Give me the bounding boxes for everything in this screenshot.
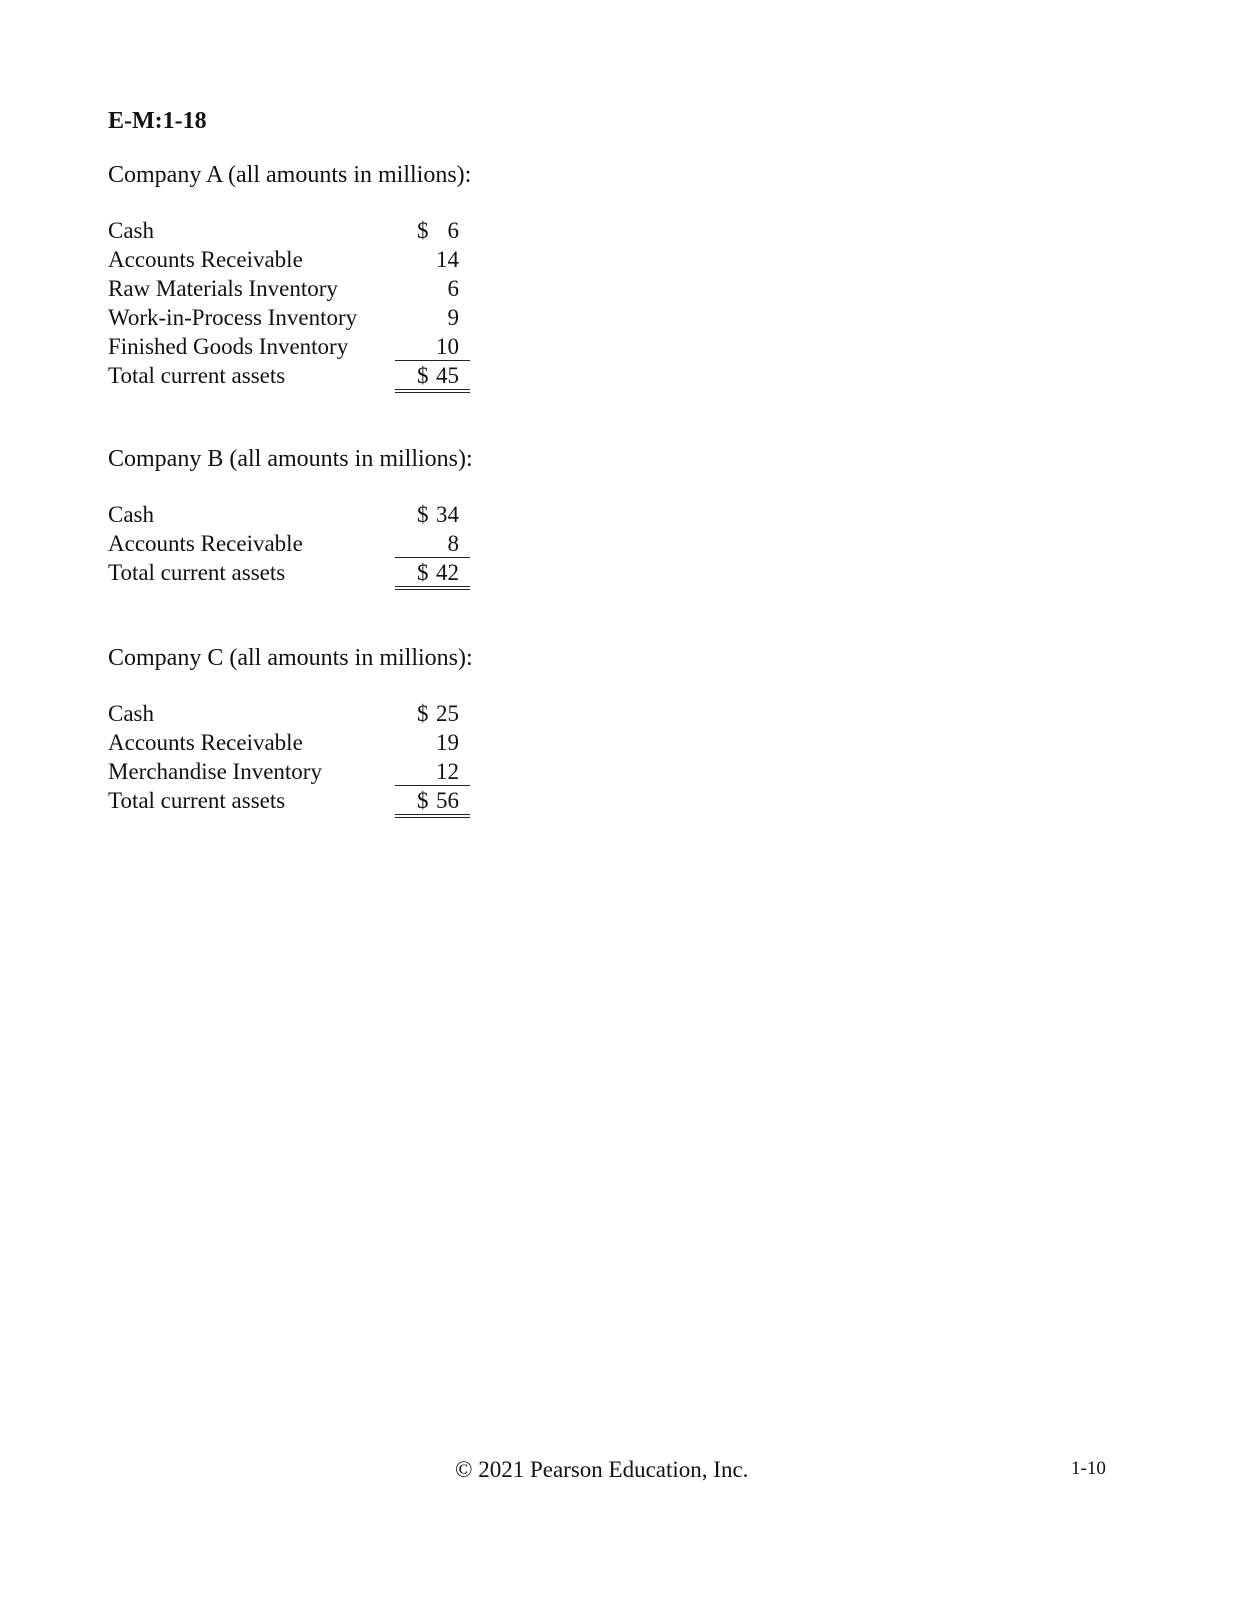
total-row [108,558,508,587]
amount-value: 25 [436,701,459,726]
company-a-section [108,160,508,390]
currency-sign: $ [417,363,429,388]
copyright-notice: © 2021 Pearson Education, Inc. [455,1457,749,1482]
row-label: Raw Materials Inventory [108,276,338,301]
row-label: Cash [108,218,154,243]
row-label: Finished Goods Inventory [108,334,349,359]
amount-value: 8 [447,531,459,556]
schedule-row [108,216,508,245]
exercise-heading: E-M:1-18 [108,108,207,134]
row-amount [395,529,470,558]
company-a-title: Company A (all amounts in millions): [108,162,472,188]
company-b-title: Company B (all amounts in millions): [108,446,473,472]
company-c-section [108,643,508,815]
total-row [108,361,508,390]
company-b-section [108,444,508,587]
total-amount [395,786,470,818]
amount-value: 6 [447,218,459,243]
amount-value: 9 [447,305,459,330]
row-amount [395,332,470,361]
schedule-row [108,274,508,303]
row-label: Total current assets [108,788,286,813]
row-amount [395,728,470,757]
row-label: Accounts Receivable [108,730,303,755]
row-label: Accounts Receivable [108,531,303,556]
row-label: Cash [108,502,154,527]
schedule-row [108,245,508,274]
schedule-row [108,699,508,728]
amount-value: 45 [436,363,459,388]
schedule-row [108,757,508,786]
row-label: Cash [108,701,154,726]
currency-sign: $ [417,502,429,527]
total-amount [395,361,470,393]
schedule-row [108,728,508,757]
row-label: Total current assets [108,363,286,388]
amount-value: 34 [436,502,459,527]
row-amount [395,757,470,786]
amount-value: 14 [436,247,459,272]
row-amount [395,500,470,529]
schedule-row [108,500,508,529]
amount-value: 10 [436,334,459,359]
company-a-schedule [108,216,508,390]
currency-sign: $ [417,560,429,585]
amount-value: 42 [436,560,459,585]
amount-value: 6 [447,276,459,301]
row-amount [395,303,470,332]
schedule-row [108,529,508,558]
row-amount [395,216,470,245]
schedule-row [108,332,508,361]
total-amount [395,558,470,590]
amount-value: 12 [436,759,459,784]
amount-value: 19 [436,730,459,755]
company-b-schedule [108,500,508,587]
currency-sign: $ [417,788,429,813]
row-amount [395,245,470,274]
schedule-row [108,303,508,332]
total-row [108,786,508,815]
amount-value: 56 [436,788,459,813]
company-c-schedule [108,699,508,815]
company-c-title: Company C (all amounts in millions): [108,645,473,671]
page-number: 1-10 [1071,1458,1106,1479]
currency-sign: $ [417,218,429,243]
row-label: Work-in-Process Inventory [108,305,358,330]
row-amount [395,699,470,728]
currency-sign: $ [417,701,429,726]
row-label: Total current assets [108,560,286,585]
row-amount [395,274,470,303]
row-label: Accounts Receivable [108,247,303,272]
row-label: Merchandise Inventory [108,759,322,784]
